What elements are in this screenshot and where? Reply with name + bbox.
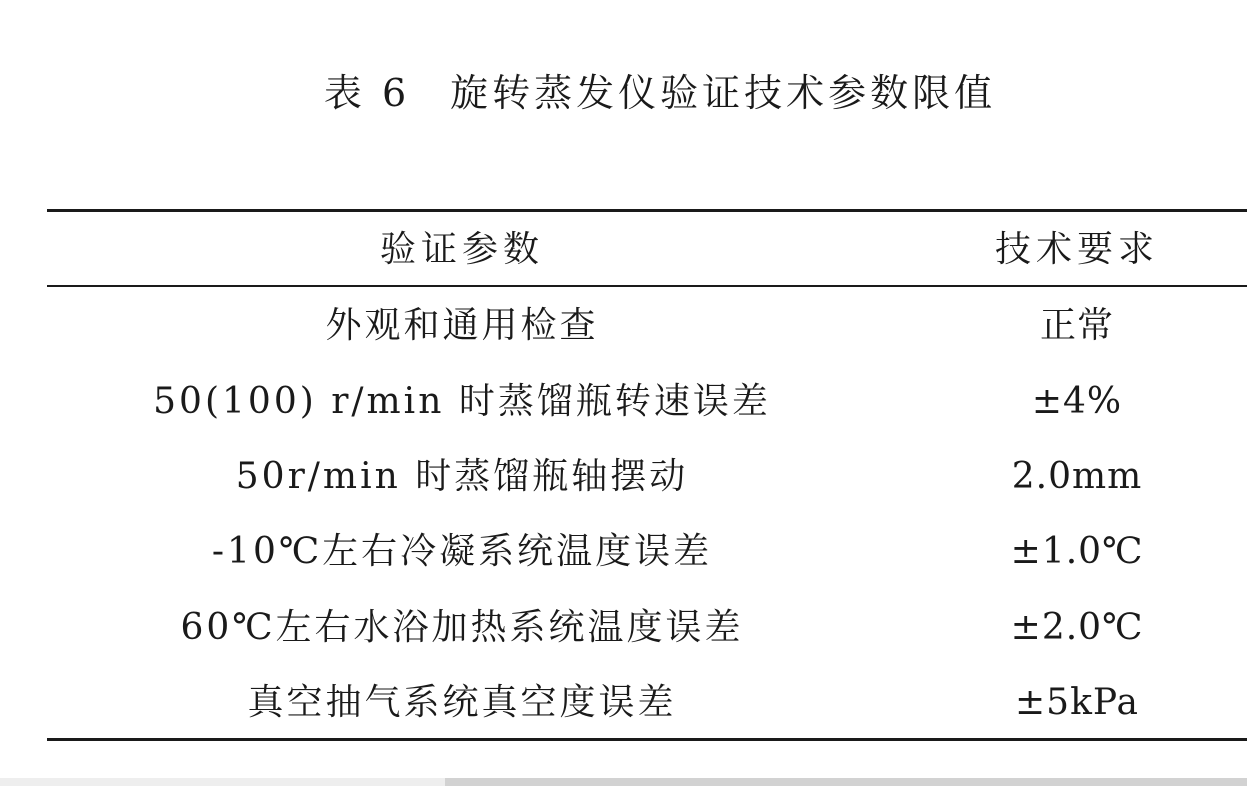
requirement-cell: 正常 — [1039, 305, 1114, 346]
table-top-rule — [47, 209, 1247, 212]
requirement-cell: ±4% — [1031, 381, 1123, 422]
param-cell: -10℃左右冷凝系统温度误差 — [211, 531, 713, 572]
table-row — [47, 447, 1247, 507]
table-header-rule — [47, 285, 1247, 287]
table-caption — [0, 62, 1247, 117]
table-row — [47, 673, 1247, 733]
table-row — [47, 522, 1247, 582]
param-cell: 50(100) r/min 时蒸馏瓶转速误差 — [153, 381, 771, 422]
requirement-cell: ±1.0℃ — [1010, 531, 1144, 572]
table-title: 旋转蒸发仪验证技术参数限值 — [450, 71, 997, 115]
table-number: 表 6 — [323, 71, 411, 115]
scrollbar-thumb[interactable] — [445, 778, 1247, 786]
param-cell: 外观和通用检查 — [325, 305, 599, 346]
requirement-cell: ±2.0℃ — [1010, 607, 1144, 648]
horizontal-scrollbar[interactable] — [0, 778, 1247, 786]
table-row — [47, 296, 1247, 356]
param-cell: 50r/min 时蒸馏瓶轴摆动 — [235, 456, 689, 497]
table-row — [47, 598, 1247, 658]
requirement-cell: 2.0mm — [1011, 456, 1143, 497]
param-cell: 60℃左右水浴加热系统温度误差 — [180, 607, 744, 648]
requirement-cell: ±5kPa — [1015, 682, 1139, 723]
table-row — [47, 372, 1247, 432]
column-header-param: 验证参数 — [379, 229, 544, 270]
table-header-row — [47, 220, 1247, 280]
param-cell: 真空抽气系统真空度误差 — [247, 682, 677, 723]
table-bottom-rule — [47, 738, 1247, 741]
column-header-requirement: 技术要求 — [994, 229, 1159, 270]
